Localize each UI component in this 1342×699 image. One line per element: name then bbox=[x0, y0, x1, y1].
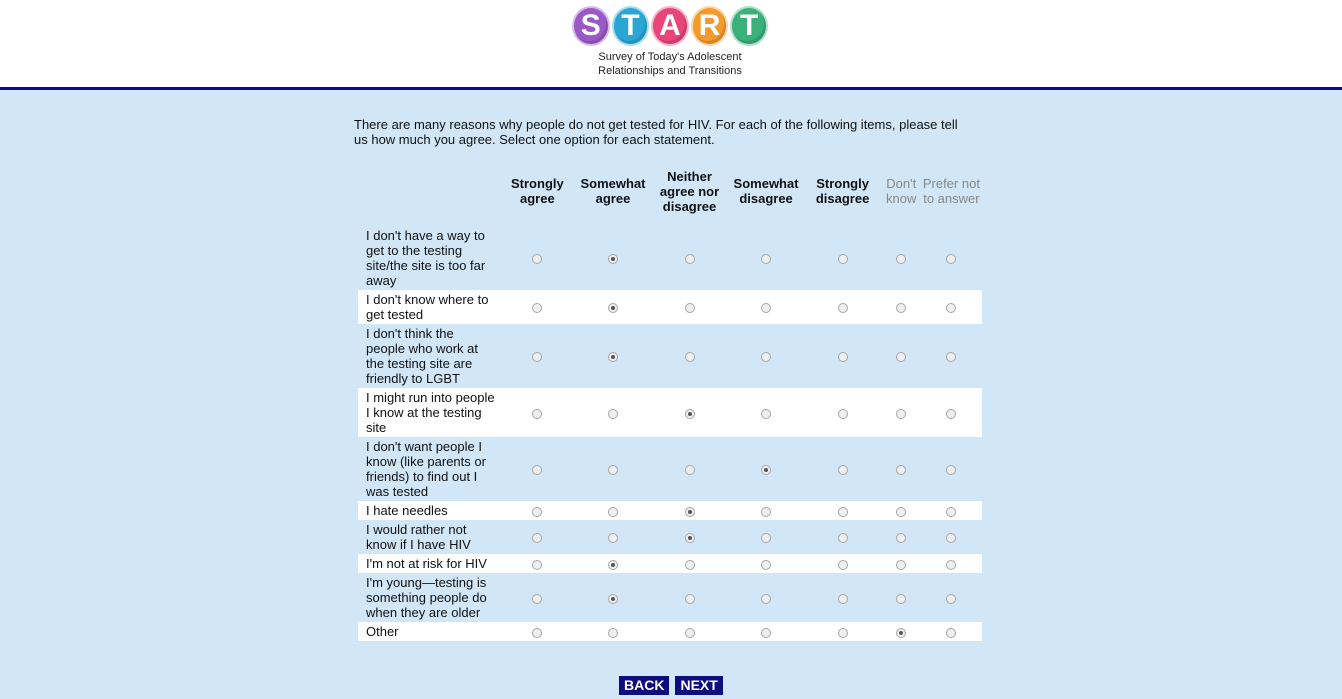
radio-button[interactable] bbox=[946, 352, 956, 362]
statement-label: I would rather not know if I have HIV bbox=[366, 522, 471, 552]
logo-subtitle-line1: Survey of Today's Adolescent bbox=[598, 51, 742, 63]
radio-button[interactable] bbox=[532, 409, 542, 419]
logo-subtitle bbox=[564, 50, 776, 78]
radio-button[interactable] bbox=[761, 352, 771, 362]
radio-button[interactable] bbox=[896, 594, 906, 604]
radio-button[interactable] bbox=[685, 507, 695, 517]
option-cell bbox=[729, 290, 804, 324]
statement-label: Other bbox=[358, 622, 499, 641]
logo-letter: T bbox=[730, 6, 768, 46]
option-cell bbox=[729, 437, 804, 501]
option-cell bbox=[921, 520, 982, 554]
radio-button[interactable] bbox=[761, 628, 771, 638]
statement-label: I don't know where to get tested bbox=[358, 290, 499, 324]
option-cell bbox=[576, 324, 651, 388]
option-cell bbox=[576, 573, 651, 622]
site-header bbox=[0, 0, 1342, 90]
radio-button[interactable] bbox=[685, 533, 695, 543]
option-cell bbox=[729, 388, 804, 437]
radio-button[interactable] bbox=[896, 303, 906, 313]
option-cell bbox=[921, 388, 982, 437]
option-cell bbox=[576, 437, 651, 501]
option-cell bbox=[650, 437, 728, 501]
radio-button[interactable] bbox=[608, 409, 618, 419]
option-cell bbox=[921, 622, 982, 641]
radio-button[interactable] bbox=[608, 465, 618, 475]
option-cell bbox=[499, 290, 575, 324]
start-logo bbox=[572, 6, 768, 82]
option-cell bbox=[499, 520, 575, 554]
option-cell bbox=[499, 573, 575, 622]
column-header: Prefer not to answer bbox=[922, 176, 980, 206]
option-cell bbox=[729, 324, 804, 388]
option-cell bbox=[882, 324, 921, 388]
option-cell bbox=[882, 388, 921, 437]
radio-button[interactable] bbox=[896, 352, 906, 362]
column-header: Don't know bbox=[886, 176, 917, 206]
radio-button[interactable] bbox=[838, 594, 848, 604]
radio-button[interactable] bbox=[532, 352, 542, 362]
table-row bbox=[358, 622, 982, 641]
radio-button[interactable] bbox=[532, 254, 542, 264]
option-cell bbox=[804, 622, 882, 641]
option-cell bbox=[499, 324, 575, 388]
radio-button[interactable] bbox=[685, 254, 695, 264]
column-header: Strongly agree bbox=[511, 176, 564, 206]
radio-button[interactable] bbox=[896, 465, 906, 475]
radio-button[interactable] bbox=[761, 303, 771, 313]
radio-button[interactable] bbox=[896, 560, 906, 570]
option-cell bbox=[576, 554, 651, 573]
radio-button[interactable] bbox=[685, 628, 695, 638]
option-cell bbox=[729, 520, 804, 554]
radio-button[interactable] bbox=[761, 507, 771, 517]
table-row bbox=[358, 388, 982, 437]
option-cell bbox=[499, 622, 575, 641]
radio-button[interactable] bbox=[685, 465, 695, 475]
radio-button[interactable] bbox=[946, 409, 956, 419]
option-cell bbox=[650, 388, 728, 437]
radio-button[interactable] bbox=[685, 303, 695, 313]
option-cell bbox=[729, 573, 804, 622]
question-text: There are many reasons why people do not get tested for HIV. For each of the following items, please tell us how much you agree. Select one option for each statement. bbox=[354, 117, 958, 147]
radio-button[interactable] bbox=[838, 409, 848, 419]
grid-body bbox=[358, 226, 982, 641]
likert-grid bbox=[358, 160, 982, 641]
radio-button[interactable] bbox=[608, 254, 618, 264]
option-cell bbox=[499, 501, 575, 520]
column-header: Somewhat agree bbox=[580, 176, 646, 206]
radio-button[interactable] bbox=[838, 303, 848, 313]
table-row bbox=[358, 290, 982, 324]
option-cell bbox=[499, 388, 575, 437]
option-cell bbox=[882, 520, 921, 554]
radio-button[interactable] bbox=[608, 507, 618, 517]
option-cell bbox=[882, 226, 921, 290]
radio-button[interactable] bbox=[761, 254, 771, 264]
table-row bbox=[358, 501, 982, 520]
logo-letters bbox=[572, 6, 768, 46]
radio-button[interactable] bbox=[838, 352, 848, 362]
option-cell bbox=[729, 622, 804, 641]
radio-button[interactable] bbox=[532, 507, 542, 517]
column-header: Strongly disagree bbox=[815, 176, 870, 206]
option-cell bbox=[882, 554, 921, 573]
option-cell bbox=[921, 290, 982, 324]
radio-button[interactable] bbox=[761, 594, 771, 604]
option-cell bbox=[882, 622, 921, 641]
radio-button[interactable] bbox=[685, 352, 695, 362]
option-cell bbox=[804, 324, 882, 388]
column-header: Neither agree nor disagree bbox=[659, 168, 720, 214]
radio-button[interactable] bbox=[838, 465, 848, 475]
radio-button[interactable] bbox=[946, 303, 956, 313]
statement-label: I hate needles bbox=[358, 501, 499, 520]
radio-button[interactable] bbox=[608, 303, 618, 313]
radio-button[interactable] bbox=[896, 254, 906, 264]
radio-button[interactable] bbox=[532, 628, 542, 638]
option-cell bbox=[804, 437, 882, 501]
option-cell bbox=[576, 520, 651, 554]
radio-button[interactable] bbox=[946, 560, 956, 570]
radio-button[interactable] bbox=[532, 560, 542, 570]
logo-letter: R bbox=[691, 6, 729, 46]
radio-button[interactable] bbox=[532, 303, 542, 313]
option-cell bbox=[650, 554, 728, 573]
option-cell bbox=[499, 437, 575, 501]
option-cell bbox=[882, 437, 921, 501]
option-cell bbox=[650, 290, 728, 324]
statement-label: I don't have a way to get to the testing site/the site is too far away bbox=[366, 228, 486, 288]
statement-label: I'm young—testing is something people do when they are older bbox=[366, 575, 487, 620]
logo-letter: S bbox=[572, 6, 610, 46]
radio-button[interactable] bbox=[946, 507, 956, 517]
radio-button[interactable] bbox=[838, 628, 848, 638]
option-cell bbox=[729, 501, 804, 520]
option-cell bbox=[576, 501, 651, 520]
logo-letter: A bbox=[651, 6, 689, 46]
radio-button[interactable] bbox=[838, 533, 848, 543]
option-cell bbox=[650, 622, 728, 641]
option-cell bbox=[882, 290, 921, 324]
option-cell bbox=[921, 573, 982, 622]
option-cell bbox=[650, 226, 728, 290]
option-cell bbox=[804, 554, 882, 573]
column-header: Somewhat disagree bbox=[733, 176, 799, 206]
statement-label: I don't think the people who work at the testing site are friendly to LGBT bbox=[366, 326, 479, 386]
radio-button[interactable] bbox=[608, 352, 618, 362]
radio-button[interactable] bbox=[532, 465, 542, 475]
navigation bbox=[619, 676, 723, 695]
radio-button[interactable] bbox=[896, 628, 906, 638]
option-cell bbox=[650, 520, 728, 554]
radio-button[interactable] bbox=[608, 533, 618, 543]
option-cell bbox=[804, 226, 882, 290]
radio-button[interactable] bbox=[608, 560, 618, 570]
radio-button[interactable] bbox=[685, 594, 695, 604]
radio-button[interactable] bbox=[946, 465, 956, 475]
radio-button[interactable] bbox=[896, 507, 906, 517]
radio-button[interactable] bbox=[761, 409, 771, 419]
option-cell bbox=[804, 520, 882, 554]
radio-button[interactable] bbox=[532, 533, 542, 543]
option-cell bbox=[804, 573, 882, 622]
statement-label: I might run into people I know at the testing site bbox=[358, 388, 499, 437]
option-cell bbox=[804, 501, 882, 520]
option-cell bbox=[650, 324, 728, 388]
logo-letter: T bbox=[612, 6, 650, 46]
option-cell bbox=[576, 226, 651, 290]
option-cell bbox=[729, 226, 804, 290]
option-cell bbox=[921, 554, 982, 573]
statement-label: I'm not at risk for HIV bbox=[358, 554, 499, 573]
option-cell bbox=[921, 226, 982, 290]
table-row bbox=[358, 324, 982, 388]
radio-button[interactable] bbox=[838, 254, 848, 264]
radio-button[interactable] bbox=[946, 254, 956, 264]
option-cell bbox=[921, 501, 982, 520]
table-row bbox=[358, 226, 982, 290]
radio-button[interactable] bbox=[896, 533, 906, 543]
option-cell bbox=[921, 324, 982, 388]
option-cell bbox=[499, 554, 575, 573]
table-row bbox=[358, 573, 982, 622]
radio-button[interactable] bbox=[608, 594, 618, 604]
option-cell bbox=[576, 622, 651, 641]
option-cell bbox=[804, 388, 882, 437]
statement-label: I don't want people I know (like parents or friends) to find out I was tested bbox=[366, 439, 486, 499]
option-cell bbox=[499, 226, 575, 290]
radio-button[interactable] bbox=[532, 594, 542, 604]
radio-button[interactable] bbox=[608, 628, 618, 638]
radio-button[interactable] bbox=[946, 628, 956, 638]
radio-button[interactable] bbox=[761, 560, 771, 570]
option-cell bbox=[729, 554, 804, 573]
back-button[interactable]: BACK bbox=[619, 676, 669, 695]
table-row bbox=[358, 520, 982, 554]
radio-button[interactable] bbox=[761, 465, 771, 475]
radio-button[interactable] bbox=[896, 409, 906, 419]
option-cell bbox=[882, 573, 921, 622]
option-cell bbox=[650, 501, 728, 520]
option-cell bbox=[576, 388, 651, 437]
option-cell bbox=[576, 290, 651, 324]
radio-button[interactable] bbox=[761, 533, 771, 543]
radio-button[interactable] bbox=[838, 560, 848, 570]
option-cell bbox=[650, 573, 728, 622]
column-header-row bbox=[358, 160, 982, 226]
radio-button[interactable] bbox=[838, 507, 848, 517]
radio-button[interactable] bbox=[946, 594, 956, 604]
option-cell bbox=[882, 501, 921, 520]
option-cell bbox=[921, 437, 982, 501]
option-cell bbox=[804, 290, 882, 324]
radio-button[interactable] bbox=[946, 533, 956, 543]
table-row bbox=[358, 554, 982, 573]
statement-header bbox=[358, 160, 499, 226]
logo-subtitle-line2: Relationships and Transitions bbox=[598, 65, 742, 77]
radio-button[interactable] bbox=[685, 560, 695, 570]
table-row bbox=[358, 437, 982, 501]
next-button[interactable]: NEXT bbox=[675, 676, 722, 695]
radio-button[interactable] bbox=[685, 409, 695, 419]
